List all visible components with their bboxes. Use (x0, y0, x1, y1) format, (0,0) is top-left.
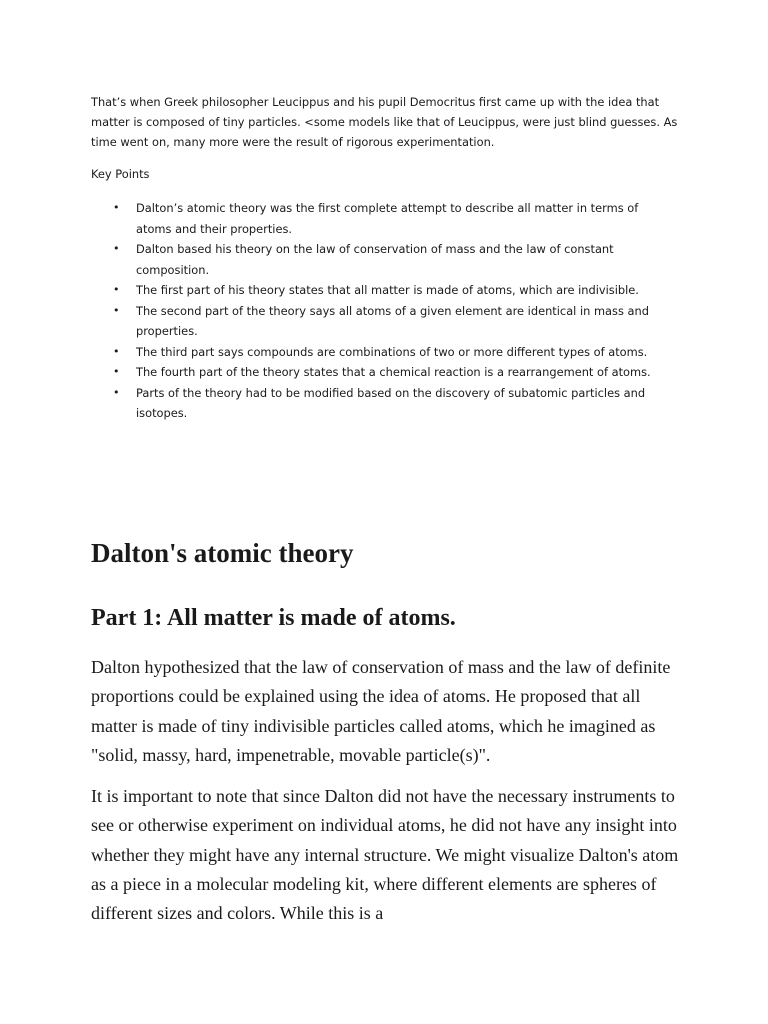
list-item-text: The first part of his theory states that all matter is made of atoms, which are indivisible. (136, 283, 639, 297)
list-item (0, 301, 656, 342)
list-item-text: Parts of the theory had to be modified based on the discovery of subatomic particles and isotopes. (136, 385, 646, 420)
list-item (0, 198, 656, 239)
body-paragraph-2: It is important to note that since Dalton did not have the necessary instruments to see or otherwise experiment on individual atoms, he did not have any insight into whether they might have any internal structure. We might visualize Dalton's atom as a piece in a molecular modeling kit, where different elements are spheres of different sizes and colors. While this is a (91, 786, 679, 924)
bullet-icon: • (113, 385, 120, 399)
key-points-list (0, 198, 768, 424)
article-title: Dalton's atomic theory (91, 538, 354, 568)
list-item-text: The second part of the theory says all atoms of a given element are identical in mass and properties. (136, 303, 649, 338)
list-item (0, 342, 656, 363)
list-item (0, 280, 656, 301)
bullet-icon: • (113, 283, 120, 296)
part1-heading: Part 1: All matter is made of atoms. (91, 605, 456, 631)
list-item (0, 362, 656, 383)
key-points-heading: Key Points (91, 167, 150, 181)
list-item-text: Dalton based his theory on the law of conservation of mass and the law of constant composition. (136, 242, 614, 277)
bullet-icon: • (113, 365, 120, 378)
bullet-icon: • (113, 201, 120, 214)
list-item-text: The fourth part of the theory states that a chemical reaction is a rearrangement of atoms. (136, 365, 651, 379)
bullet-icon: • (113, 344, 120, 358)
list-item (0, 383, 656, 424)
list-item (0, 239, 656, 280)
body-paragraph-1: Dalton hypothesized that the law of conservation of mass and the law of definite proportions could be explained using the idea of atoms. He proposed that all matter is made of tiny indivisible particles called atoms, which he imagined as "solid, massy, hard, impenetrable, movable particle(s)". (91, 657, 671, 765)
intro-paragraph: That’s when Greek philosopher Leucippus and his pupil Democritus first came up with the idea that matter is composed of tiny particles. <some models like that of Leucippus, were just blind guesses. As time went on, many more were the result of rigorous experimentation. (91, 95, 678, 149)
list-item-text: The third part says compounds are combinations of two or more different types of atoms. (136, 344, 648, 359)
bullet-icon: • (113, 242, 120, 255)
bullet-icon: • (113, 303, 120, 317)
list-item-text: Dalton’s atomic theory was the first complete attempt to describe all matter in terms of atoms and their properties. (136, 201, 639, 236)
